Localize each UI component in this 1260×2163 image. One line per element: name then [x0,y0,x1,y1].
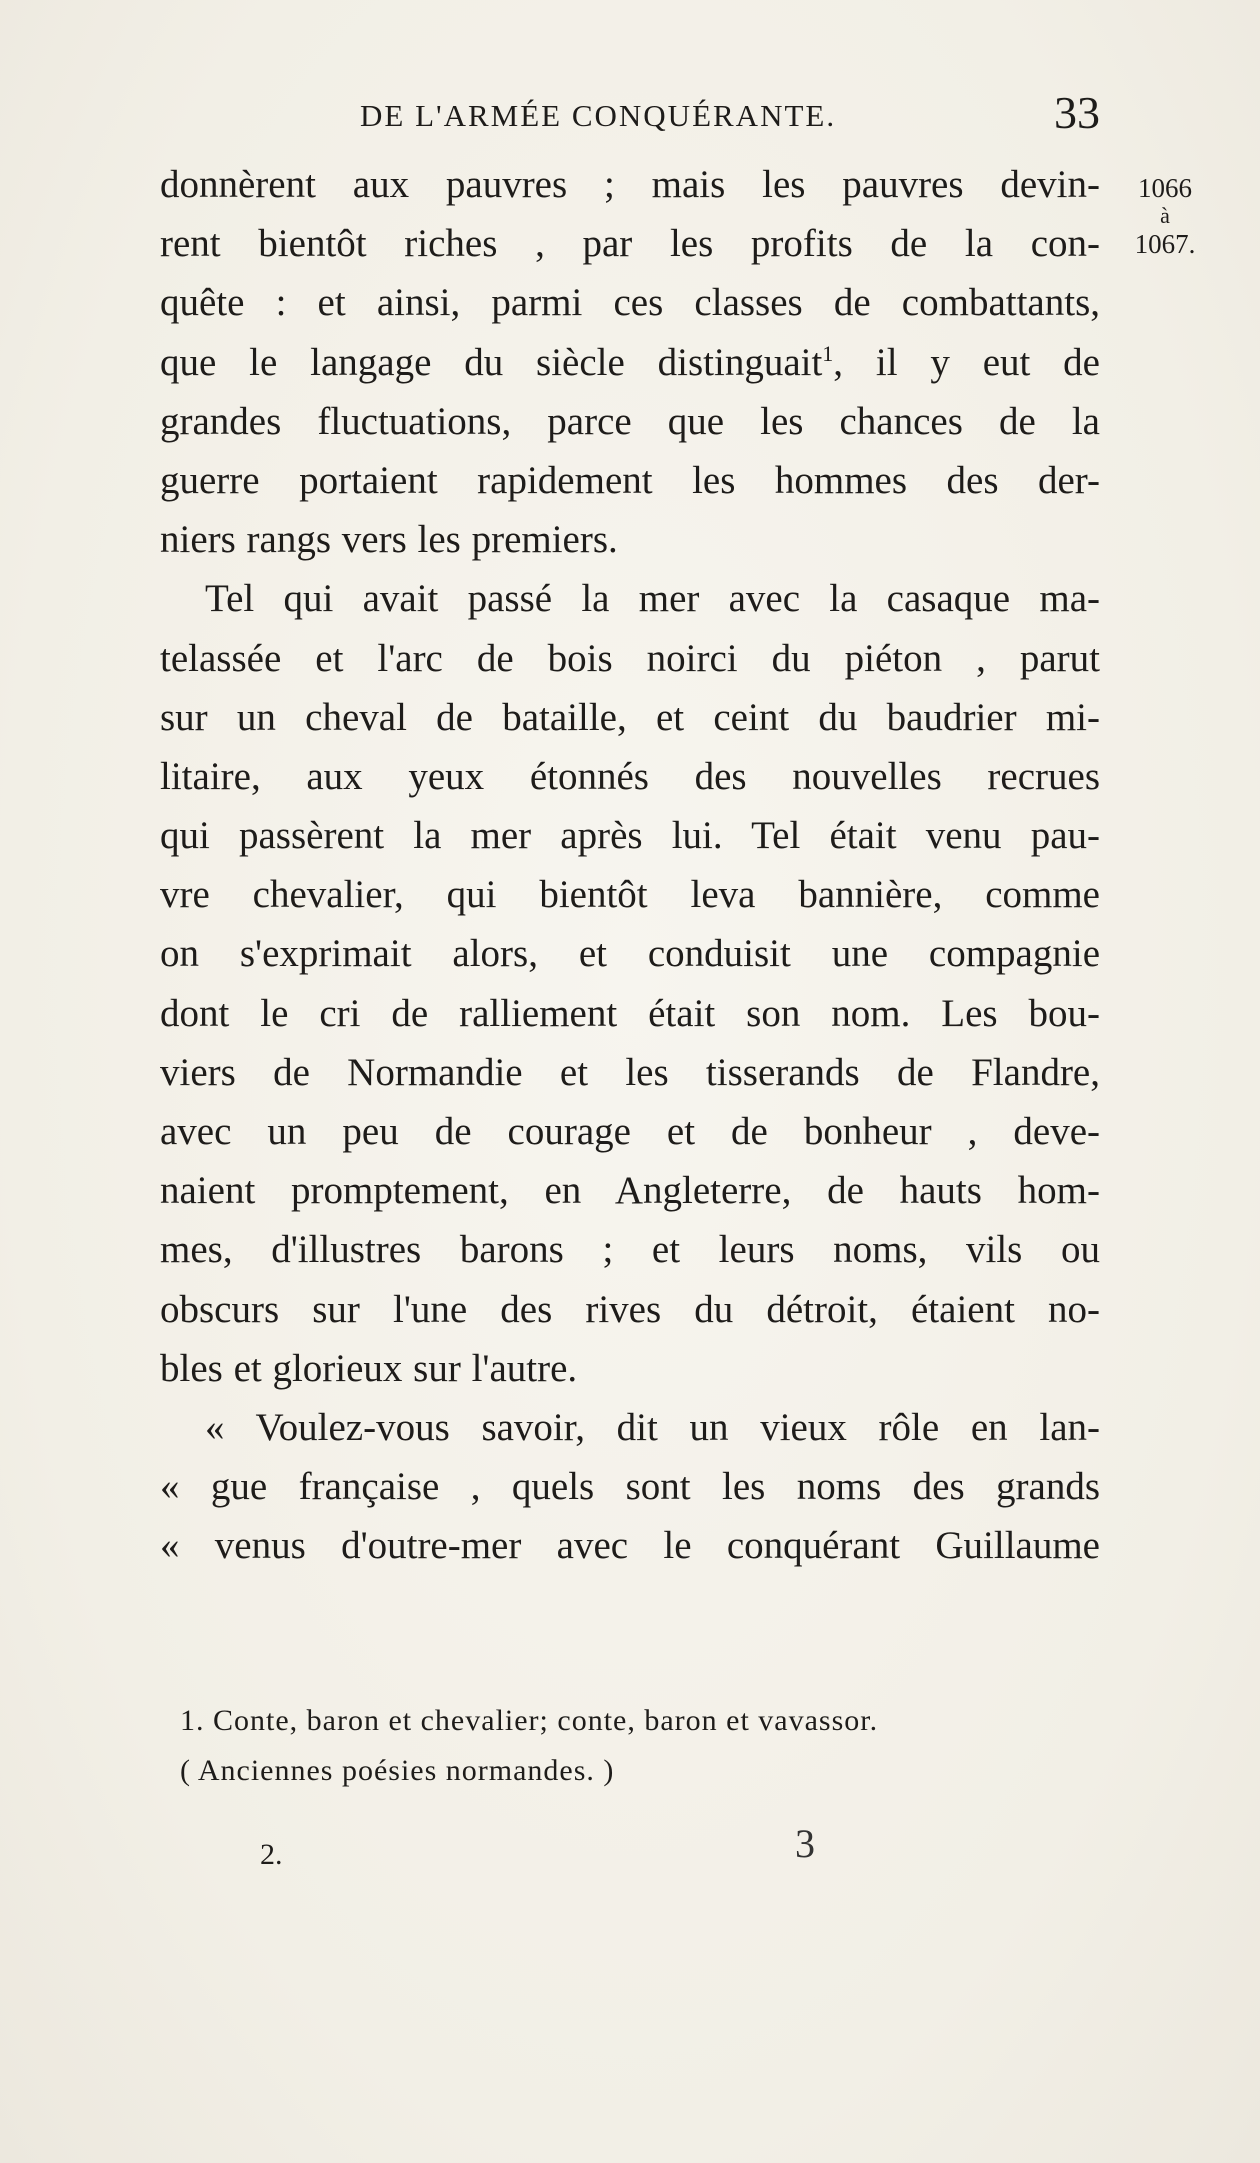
text-line: telassée et l'arc de bois noirci du piéton , parut [160,636,1100,680]
text-line: « Voulez-vous savoir, dit un vieux rôle en lan- [205,1405,1100,1449]
text-line: on s'exprimait alors, et conduisit une compagnie [160,932,1100,976]
footnote-line: 1. Conte, baron et chevalier; conte, baron et vavassor. [180,1704,879,1737]
text-line: quête : et ainsi, parmi ces classes de combattants, [160,281,1100,325]
text-line: naient promptement, en Angleterre, de hauts hom- [160,1169,1100,1213]
running-title: DE L'ARMÉE CONQUÉRANTE. [360,98,837,133]
text-line: bles et glorieux sur l'autre. [160,1346,578,1390]
gathering-number: 3 [795,1821,815,1866]
text-line-with-note-ref [160,333,1100,392]
text-line: sur un cheval de bataille, et ceint du baudrier mi- [160,695,1100,739]
text-line: qui passèrent la mer après lui. Tel était venu pau- [160,814,1100,858]
text-line: niers rangs vers les premiers. [160,518,618,562]
margin-year-end: 1067. [1134,229,1196,259]
text-line: avec un peu de courage et de bonheur , deve- [160,1110,1100,1153]
footnote-ref[interactable]: 1 [822,340,834,366]
text-line: grandes fluctuations, parce que les chances de la [160,399,1100,443]
text-line: guerre portaient rapidement les hommes des der- [160,458,1100,502]
text-line: vre chevalier, qui bientôt leva bannière, comme [160,873,1100,917]
text-line: Tel qui avait passé la mer avec la casaque ma- [205,577,1100,621]
main-text [160,155,1100,1576]
margin-year-start: 1066 [1138,173,1192,203]
text-line: obscurs sur l'une des rives du détroit, étaient no- [160,1287,1100,1331]
text-line: viers de Normandie et les tisserands de Flandre, [160,1050,1100,1094]
text-segment: que le langage du siècle distinguait [160,340,823,384]
text-line: litaire, aux yeux étonnés des nouvelles recrues [160,754,1100,798]
volume-signature: 2. [260,1838,283,1871]
margin-connector: à [1160,203,1170,228]
text-line: mes, d'illustres barons ; et leurs noms, vils ou [160,1228,1100,1272]
text-line: « venus d'outre-mer avec le conquérant Guillaume [160,1524,1100,1568]
text-line: dont le cri de ralliement était son nom. Les bou- [160,991,1100,1035]
margin-date-note [1110,170,1220,262]
text-segment: , il y eut de [833,340,1100,384]
text-line: donnèrent aux pauvres ; mais les pauvres devin- [160,163,1100,206]
footnote [180,1696,1100,1796]
text-line: rent bientôt riches , par les profits de la con- [160,222,1100,266]
footnote-line: ( Anciennes poésies normandes. ) [180,1754,615,1787]
page-header [160,88,1100,148]
text-line: « gue française , quels sont les noms des grands [160,1465,1100,1509]
page-number: 33 [1054,87,1100,138]
